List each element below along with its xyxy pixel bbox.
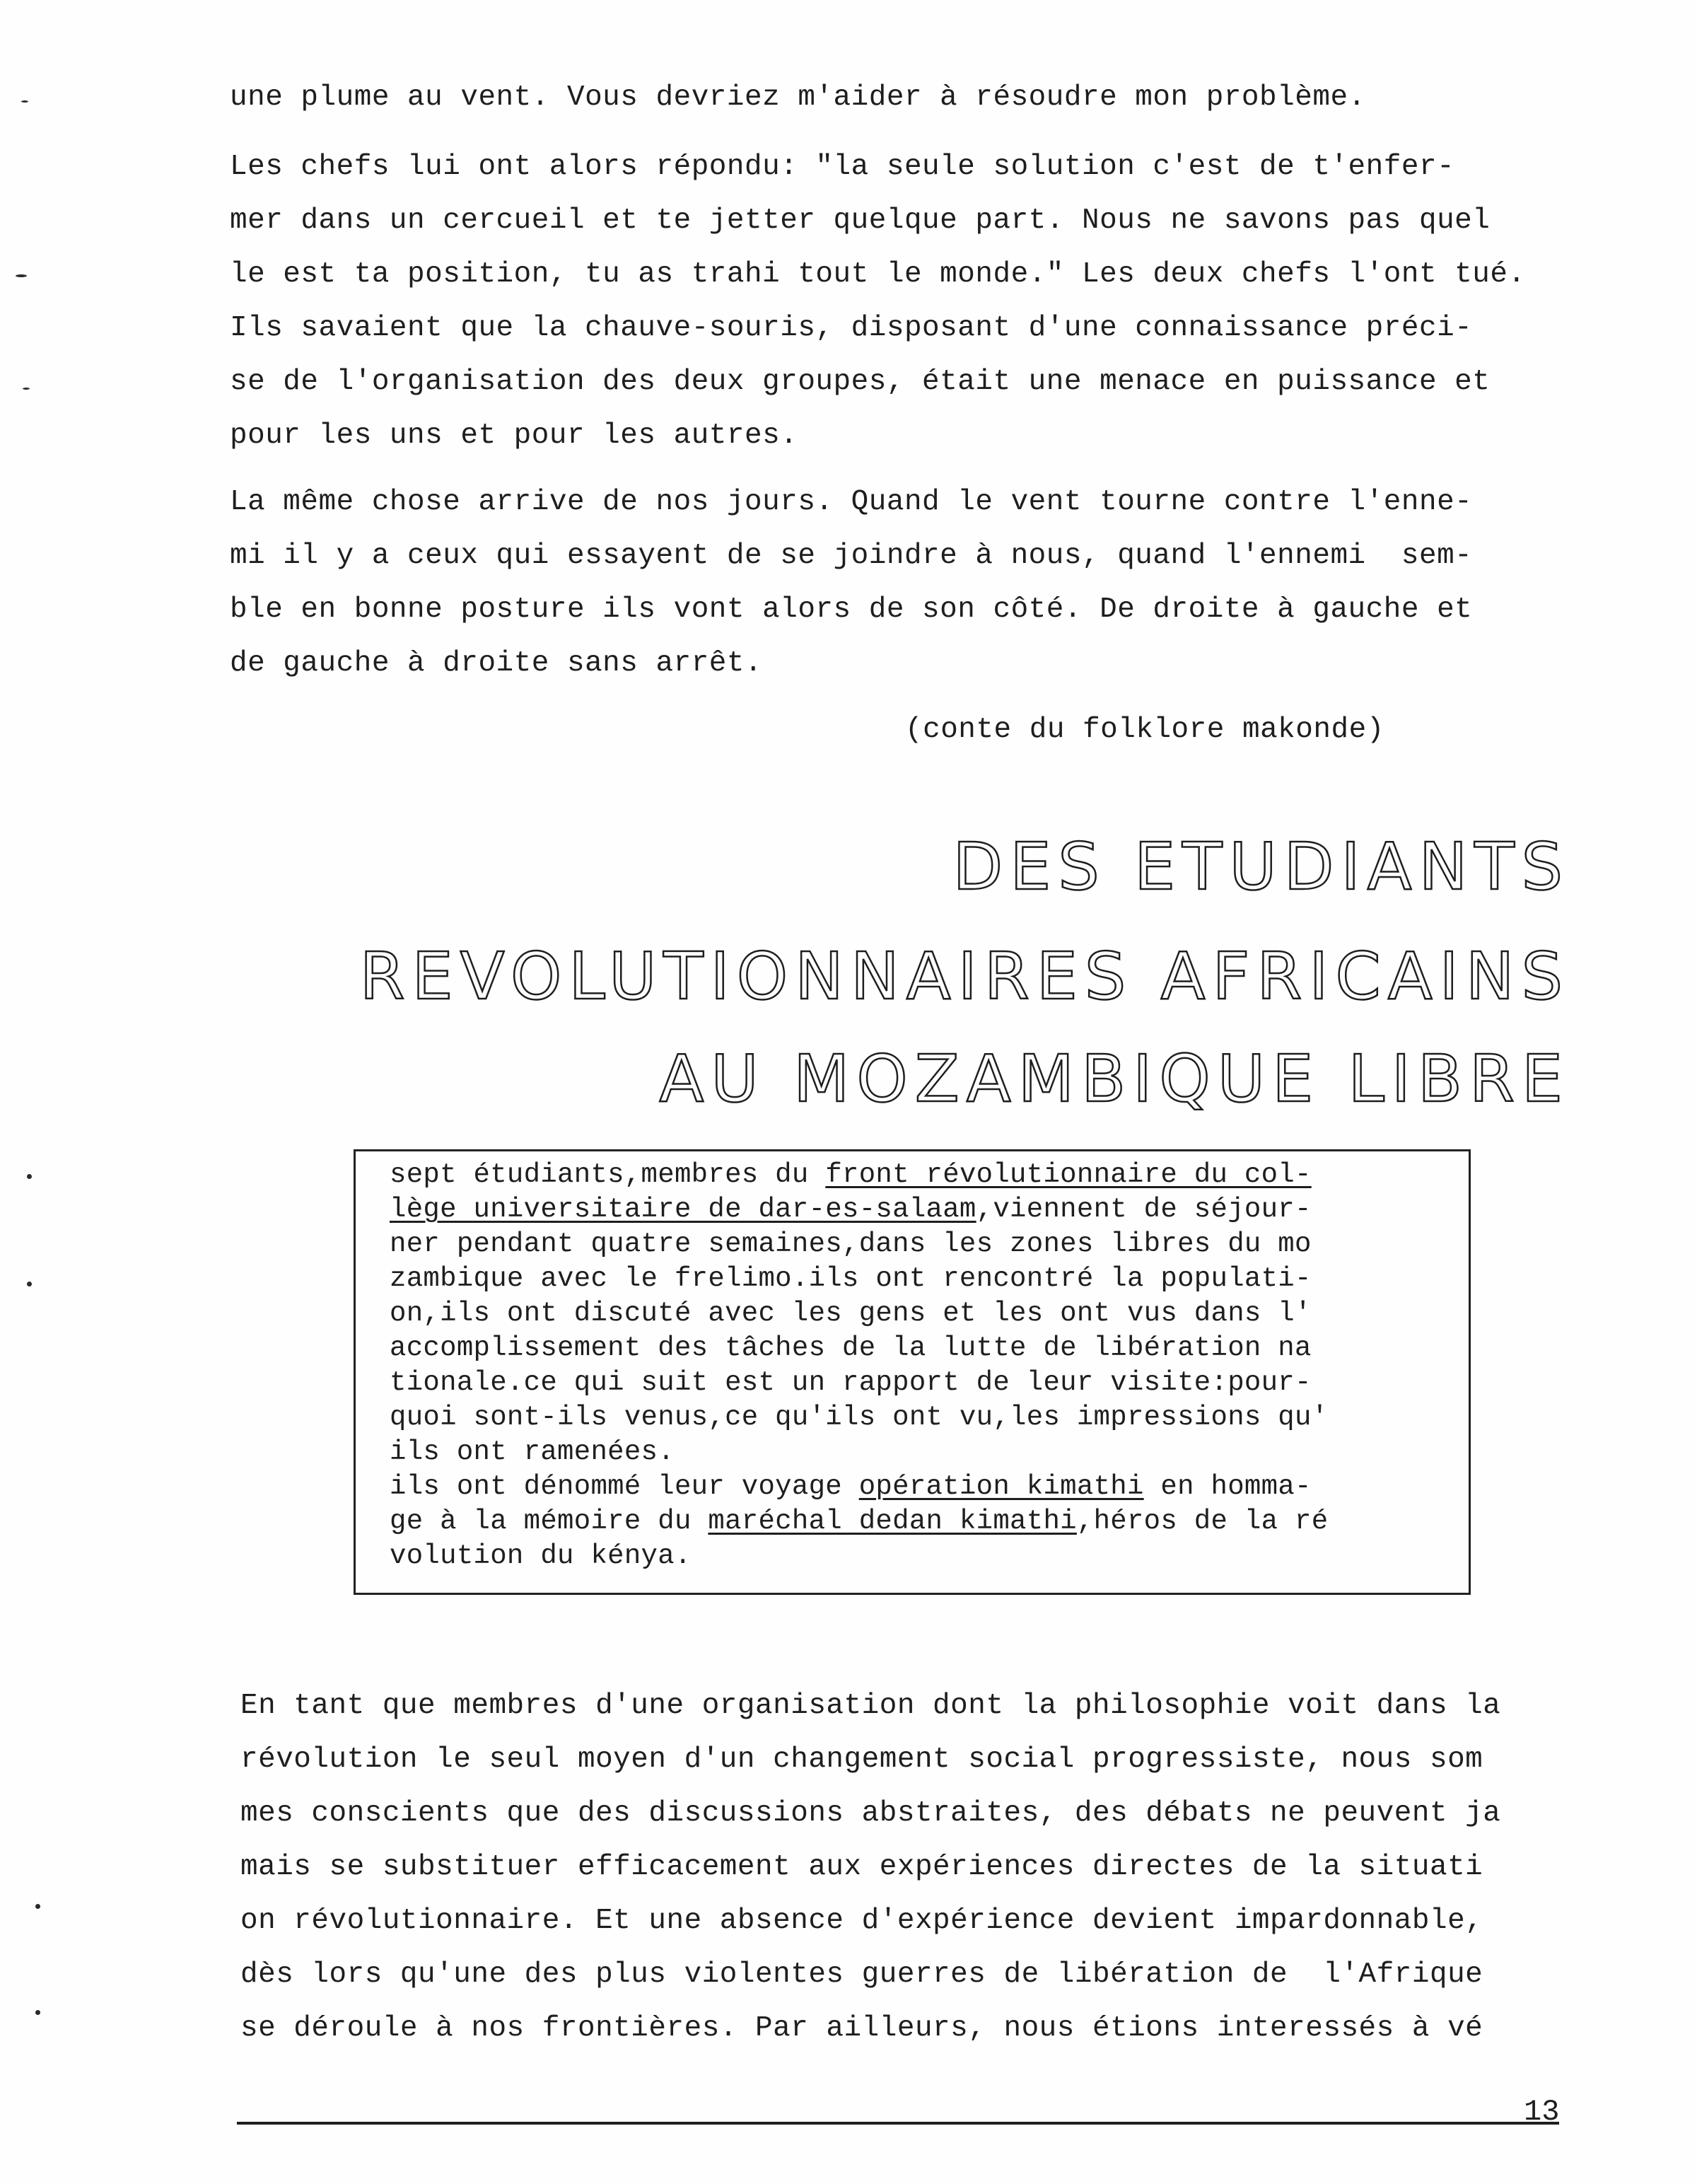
scan-speck [27,1174,32,1179]
box-line: ils ont dénommé leur voyage opération kimathi en hommа- [390,1471,1312,1502]
text-line: mais se substituer efficacement aux expériences directes de la situati [240,1851,1483,1883]
person-name-underlined: maréchal dedan kimathi [708,1506,1077,1537]
text-line: Les chefs lui ont alors répondu: "la seule solution c'est de t'enfer- [230,151,1455,183]
box-line: ils ont ramenées. [390,1436,675,1468]
box-line: ner pendant quatre semaines,dans les zones libres du mo [390,1228,1312,1260]
text-line: mer dans un cercueil et te jetter quelque part. Nous ne savons pas quel [230,204,1491,237]
text-line: révolution le seul moyen d'un changement social progressiste, nous som [240,1743,1483,1776]
operation-name-underlined: opération kimathi [858,1471,1144,1502]
text-line: le est ta position, tu as trahi tout le monde." Les deux chefs l'ont tué. [230,258,1526,291]
box-line: sept étudiants,membres du front révolutionnaire du col- [390,1159,1312,1190]
text-line: on révolutionnaire. Et une absence d'expérience devient impardonnable, [240,1905,1483,1937]
text-line: Ils savaient que la chauve-souris, disposant d'une connaissance préci- [230,312,1473,344]
box-line: tionale.ce qui suit est un rapport de leur visite:pour- [390,1367,1312,1398]
scan-speck [27,1282,32,1286]
box-line: on,ils ont discuté avec les gens et les ont vus dans l' [390,1298,1312,1329]
attribution: (conte du folklore makonde) [905,714,1384,746]
text-line: pour les uns et pour les autres. [230,419,798,452]
box-line: accomplissement des tâches de la lutte de libération na [390,1332,1312,1364]
org-name-underlined: lège universitaire de dar-es-salaam [390,1194,976,1225]
scan-speck [21,100,28,103]
text-line: La même chose arrive de nos jours. Quand le vent tourne contre l'enne- [230,486,1473,518]
page-number: 13 [1524,2095,1560,2129]
box-line: zambique avec le frelimo.ils ont rencontré la populati- [390,1263,1312,1294]
scan-speck [16,274,27,277]
title-line: REVOLUTIONNAIRES AFRICAINS [359,939,1570,1014]
box-line: lège universitaire de dar-es-salaam,viennent de séjour- [390,1194,1312,1225]
intro-box [354,1149,1471,1595]
scan-speck [35,1904,40,1909]
title-line: AU MOZAMBIQUE LIBRE [659,1041,1570,1117]
text-line: se de l'organisation des deux groupes, était une menace en puissance et [230,366,1491,398]
box-line: ge à la mémoire du maréchal dedan kimathi,héros de la ré [390,1506,1329,1537]
title-line: DES ETUDIANTS [952,829,1570,905]
text-line: une plume au vent. Vous devriez m'aider à résoudre mon problème. [230,81,1366,114]
text-line: En tant que membres d'une organisation dont la philosophie voit dans la [240,1690,1501,1722]
org-name-underlined: front révolutionnaire du col- [825,1159,1312,1190]
box-line: quoi sont-ils venus,ce qu'ils ont vu,les impressions qu' [390,1402,1329,1433]
text-line: mi il y a ceux qui essayent de se joindre à nous, quand l'ennemi sem- [230,540,1473,572]
footer-rule [237,2122,1559,2125]
box-line: volution du kénya. [390,1540,692,1572]
text-line: de gauche à droite sans arrêt. [230,647,763,680]
scan-speck [35,2010,40,2015]
text-line: mes conscients que des discussions abstraites, des débats ne peuvent ja [240,1797,1501,1830]
text-line: se déroule à nos frontières. Par ailleurs, nous étions interessés à vé [240,2012,1483,2045]
scan-speck [23,388,30,390]
text-line: ble en bonne posture ils vont alors de son côté. De droite à gauche et [230,593,1473,626]
text-line: dès lors qu'une des plus violentes guerres de libération de l'Afrique [240,1958,1483,1991]
